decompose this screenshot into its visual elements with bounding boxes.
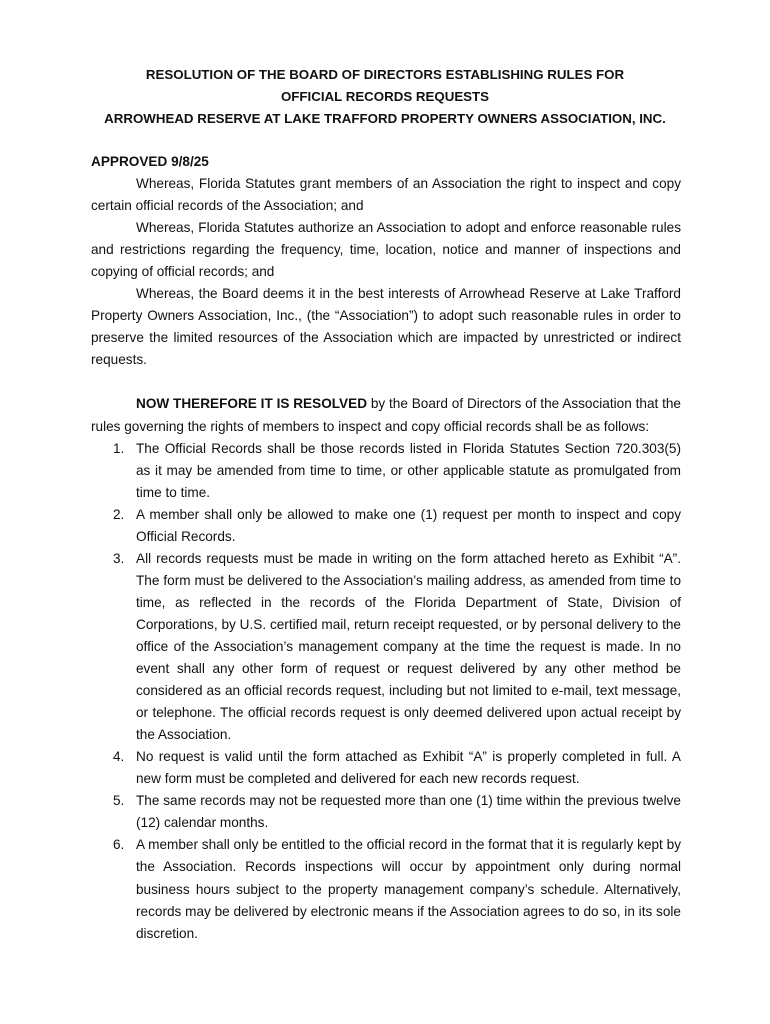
whereas-paragraph-2: Whereas, Florida Statutes authorize an Association to adopt and enforce reasonable rules and restrictions regarding the frequency, time, location, notice and manner of inspections and copying of official records; and <box>91 220 681 280</box>
approved-date: APPROVED 9/8/25 <box>91 154 209 169</box>
title-line-3: ARROWHEAD RESERVE AT LAKE TRAFFORD PROPERTY OWNERS ASSOCIATION, INC. <box>104 111 666 126</box>
rules-list <box>91 438 681 945</box>
title-line-1: RESOLUTION OF THE BOARD OF DIRECTORS ESTABLISHING RULES FOR <box>145 67 625 82</box>
list-item <box>91 834 681 944</box>
list-item <box>91 548 681 746</box>
paragraph-spacer <box>91 371 681 393</box>
rule-text: No request is valid until the form attached as Exhibit “A” is properly completed in full. A new form must be completed and delivered for each new records request. <box>136 749 681 787</box>
document-title <box>60 64 710 130</box>
list-item <box>91 746 681 790</box>
rule-text: A member shall only be allowed to make one (1) request per month to inspect and copy Official Records. <box>136 506 681 544</box>
whereas-paragraph-1: Whereas, Florida Statutes grant members of an Association the right to inspect and copy certain official records of the Association; and <box>91 176 681 214</box>
list-item <box>91 438 681 504</box>
rule-number: 4. <box>113 749 125 765</box>
rule-number: 5. <box>113 793 125 809</box>
rule-number: 6. <box>113 837 125 853</box>
resolved-lead: NOW THEREFORE IT IS RESOLVED <box>136 396 368 412</box>
rule-number: 2. <box>113 506 125 522</box>
rule-text: All records requests must be made in writing on the form attached hereto as Exhibit “A”. The form must be delivered to the Association’s mailing address, as amended from time to time, as reflected in the records of the Florida Department of State, Division of Corporations, by U.S. certified mail, return receipt requested, or by personal delivery to the office of the Association’s management company at the time the request is made. In no event shall any other form of request or request delivered by any other method be considered as an official records request, including but not limited to e-mail, text message, or telephone. The official records request is only deemed delivered upon actual receipt by the Association. <box>136 550 681 743</box>
rule-text: A member shall only be entitled to the official record in the format that it is regularly kept by the Association. Records inspections will occur by appointment only during normal business hours subject to the property management company’s schedule. Alternatively, records may be delivered by electronic means if the Association agrees to do so, in its sole discretion. <box>136 837 681 941</box>
rule-text: The Official Records shall be those records listed in Florida Statutes Section 720.303(5) as it may be amended from time to time, or other applicable statute as promulgated from time to time. <box>136 440 681 500</box>
document-body <box>91 151 681 945</box>
resolved-text: by the Board of Directors of the Association that the rules governing the rights of members to inspect and copy official records shall be as follows: <box>91 396 681 434</box>
rule-number: 3. <box>113 550 125 566</box>
rule-number: 1. <box>113 440 125 456</box>
list-item <box>91 790 681 834</box>
list-item <box>91 504 681 548</box>
title-line-2: OFFICIAL RECORDS REQUESTS <box>280 89 490 104</box>
whereas-paragraph-3: Whereas, the Board deems it in the best interests of Arrowhead Reserve at Lake Trafford Property Owners Association, Inc., (the “Association”) to adopt such reasonable rules in order to preserve the limited resources of the Association which are impacted by unrestricted or indirect requests. <box>91 286 681 368</box>
rule-text: The same records may not be requested more than one (1) time within the previous twelve (12) calendar months. <box>136 793 681 831</box>
resolved-paragraph <box>91 393 681 437</box>
